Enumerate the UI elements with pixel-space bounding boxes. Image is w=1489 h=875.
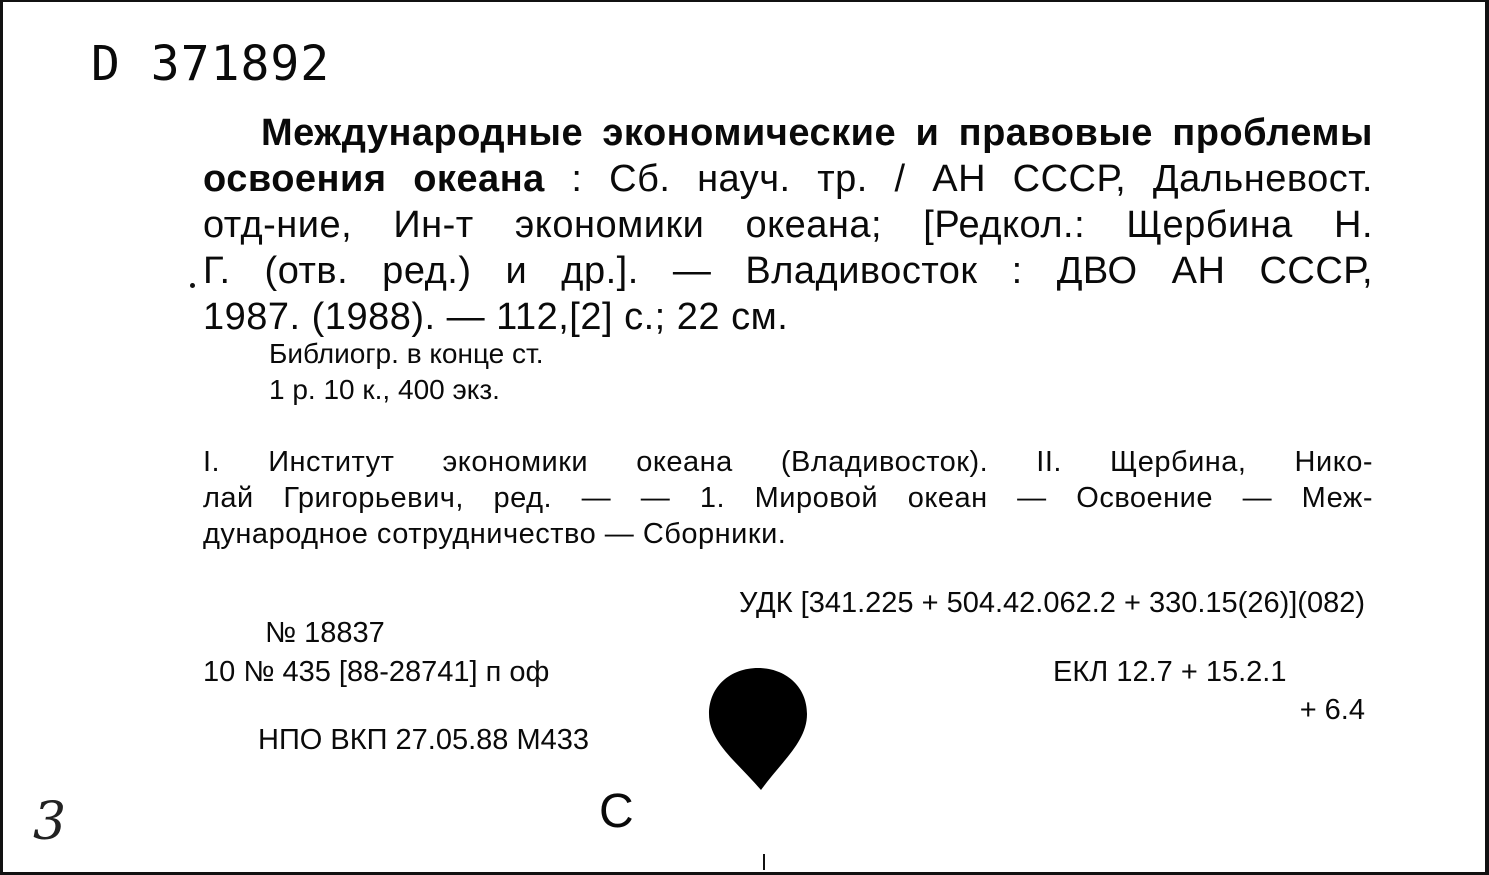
subject-line-3: дународное сотрудничество — Сборники.	[203, 518, 787, 550]
letter-c: С	[599, 785, 634, 838]
order-number: 10 № 435 [88-28741] п оф	[203, 656, 550, 688]
note-bibliography: Библиогр. в конце ст.	[269, 338, 544, 369]
card-hole-icon	[703, 662, 813, 794]
title-line-2-rest: : Сб. науч. тр. / АН СССР, Дальневост.	[544, 158, 1373, 200]
ekl-code-cont: + 6.4	[1299, 694, 1365, 726]
ekl-code: ЕКЛ 12.7 + 15.2.1	[1053, 656, 1287, 688]
title-bold-2: освоения океана	[203, 158, 545, 200]
ink-dot	[190, 283, 195, 288]
title-line-1	[203, 110, 1373, 156]
bibliographic-description	[203, 110, 1373, 340]
note-price: 1 р. 10 к., 400 экз.	[269, 374, 500, 405]
description-line-3: отд-ние, Ин-т экономики океана; [Редкол.: Щербина Н.	[203, 204, 1373, 246]
title-line-2	[203, 156, 1373, 202]
udk-code: УДК [341.225 + 504.42.062.2 + 330.15(26)](082)	[738, 587, 1365, 619]
subject-headings	[203, 444, 1373, 552]
notes	[269, 336, 544, 408]
printer-info: НПО ВКП 27.05.88 М433	[258, 724, 590, 756]
bottom-tick	[763, 854, 765, 870]
record-number: № 18837	[265, 617, 385, 649]
subject-line-1: I. Институт экономики океана (Владивосток). II. Щербина, Нико-	[203, 446, 1373, 478]
description-line-4: Г. (отв. ред.) и др.]. — Владивосток : ДВО АН СССР,	[203, 250, 1373, 292]
description-line-5: 1987. (1988). — 112,[2] с.; 22 см.	[203, 296, 789, 338]
handwritten-mark: 3	[33, 792, 67, 852]
subject-line-2: лай Григорьевич, ред. — — 1. Мировой океан — Освоение — Меж-	[203, 482, 1373, 514]
title-bold-1: Международные экономические и правовые проблемы	[261, 112, 1373, 154]
call-number: D 371892	[91, 36, 331, 92]
